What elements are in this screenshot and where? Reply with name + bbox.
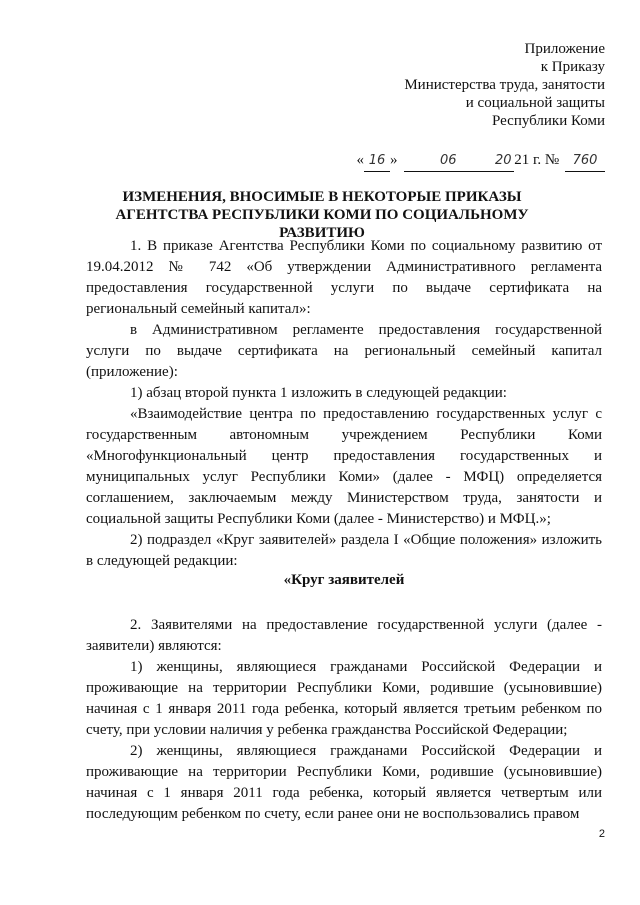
paragraph: 1) абзац второй пункта 1 изложить в следующей редакции: [130,385,507,401]
paragraph: 2) женщины, являющиеся гражданами Российской Федерации и проживающие на территории Республики Коми, родившие (усыновившие) начиная с 1 января 2011 года ребенка, который является четвертым или последующим ребенком по счету, если ранее они не воспользовались правом [86,743,602,822]
body-section-2 [86,615,602,825]
appendix-line: к Приказу [540,59,605,75]
quote-close: » [389,152,398,168]
quote-open: « [356,152,364,168]
page-number: 2 [598,828,605,840]
body-section-1 [86,236,602,572]
paragraph: в Административном регламенте предоставления государственной услуги по выдаче сертификата на региональный семейный капитал (приложение): [86,322,602,380]
document-title: ИЗМЕНЕНИЯ, ВНОСИМЫЕ В НЕКОТОРЫЕ ПРИКАЗЫ АГЕНТСТВА РЕСПУБЛИКИ КОМИ ПО СОЦИАЛЬНОМУ РАЗВИТИЮ [115,189,529,241]
year-suffix: 21 г. № [514,152,560,168]
appendix-line: Министерства труда, занятости [404,77,605,93]
handwritten-month: 06 [404,151,492,172]
section-subheading: «Круг заявителей [283,572,405,588]
handwritten-day: 16 [364,151,390,172]
appendix-block [404,40,605,130]
paragraph: 2. Заявителями на предоставление государственной услуги (далее - заявители) являются: [86,617,602,654]
handwritten-order-number: 760 [565,151,605,172]
paragraph: 1. В приказе Агентства Республики Коми по социальному развитию от 19.04.2012 № 742 «Об утверждении Административного регламента предоставления государственной услуги по выдаче сертификата на региональный семейный капитал»: [86,238,602,317]
paragraph: 1) женщины, являющиеся гражданами Российской Федерации и проживающие на территории Республики Коми, родившие (усыновившие) начиная с 1 января 2011 года ребенка, который является третьим ребенком по счету, при условии наличия у ребенка гражданства Российской Федерации; [86,659,602,738]
paragraph: «Взаимодействие центра по предоставлению государственных услуг с государственным автономным учреждением Республики Коми «Многофункциональный центр предоставления государственных и муниципальных услуг Республики Коми» (далее - МФЦ) определяется соглашением, заключаемым между Министерством труда, занятости и социальной защиты Республики Коми (далее - Министерство) и МФЦ.»; [86,406,602,527]
appendix-line: Республики Коми [492,113,605,129]
appendix-line: Приложение [524,41,605,57]
order-date-line [356,150,605,172]
appendix-line: и социальной защиты [465,95,605,111]
paragraph: 2) подраздел «Круг заявителей» раздела I «Общие положения» изложить в следующей редакции: [86,532,602,569]
handwritten-year: 20 [492,151,514,172]
